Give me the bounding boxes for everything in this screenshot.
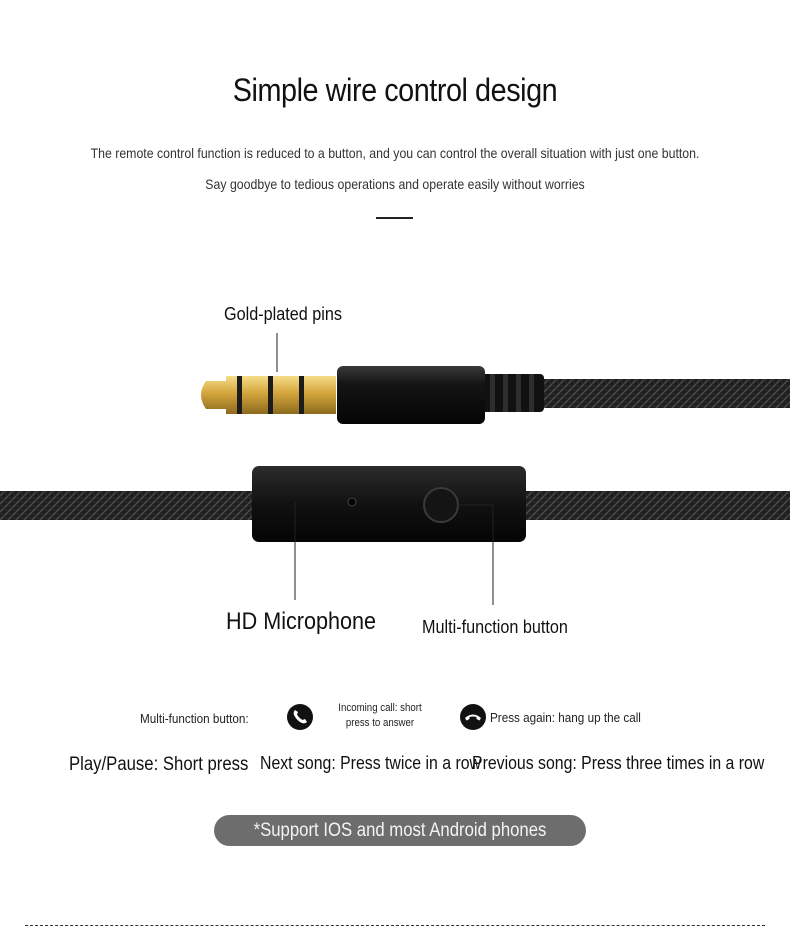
- remote-body: [252, 466, 526, 542]
- play-pause-text: Play/Pause: Short press: [69, 754, 249, 775]
- multi-function-button-label: Multi-function button: [422, 617, 568, 637]
- subtitle-line-2: Say goodbye to tedious operations and operate easily without worries: [205, 176, 585, 192]
- jack-cable: [540, 379, 790, 408]
- multi-function-label: Multi-function button:: [140, 711, 249, 726]
- hd-microphone-label: HD Microphone: [226, 608, 377, 635]
- previous-song-text: Previous song: Press three times in a row: [472, 753, 765, 773]
- gold-plated-pins-label: Gold-plated pins: [224, 304, 342, 324]
- subtitle-line-1: The remote control function is reduced to a button, and you can control the overall situation with just one button.: [90, 145, 700, 161]
- page-title: Simple wire control design: [232, 72, 558, 108]
- phone-answer-icon: [287, 704, 313, 730]
- plug-housing: [337, 366, 485, 424]
- multi-function-button-graphic: [424, 488, 458, 522]
- phone-hangup-icon: [460, 704, 486, 730]
- hang-up-text: Press again: hang up the call: [490, 710, 641, 725]
- support-text: *Support IOS and most Android phones: [253, 820, 547, 841]
- strain-relief: [478, 374, 544, 412]
- gold-pin: [201, 376, 336, 414]
- bottom-divider: [25, 925, 765, 926]
- incoming-call-text: Incoming call: short press to answer: [338, 702, 422, 729]
- next-song-text: Next song: Press twice in a row: [260, 753, 481, 773]
- microphone-hole: [348, 498, 356, 506]
